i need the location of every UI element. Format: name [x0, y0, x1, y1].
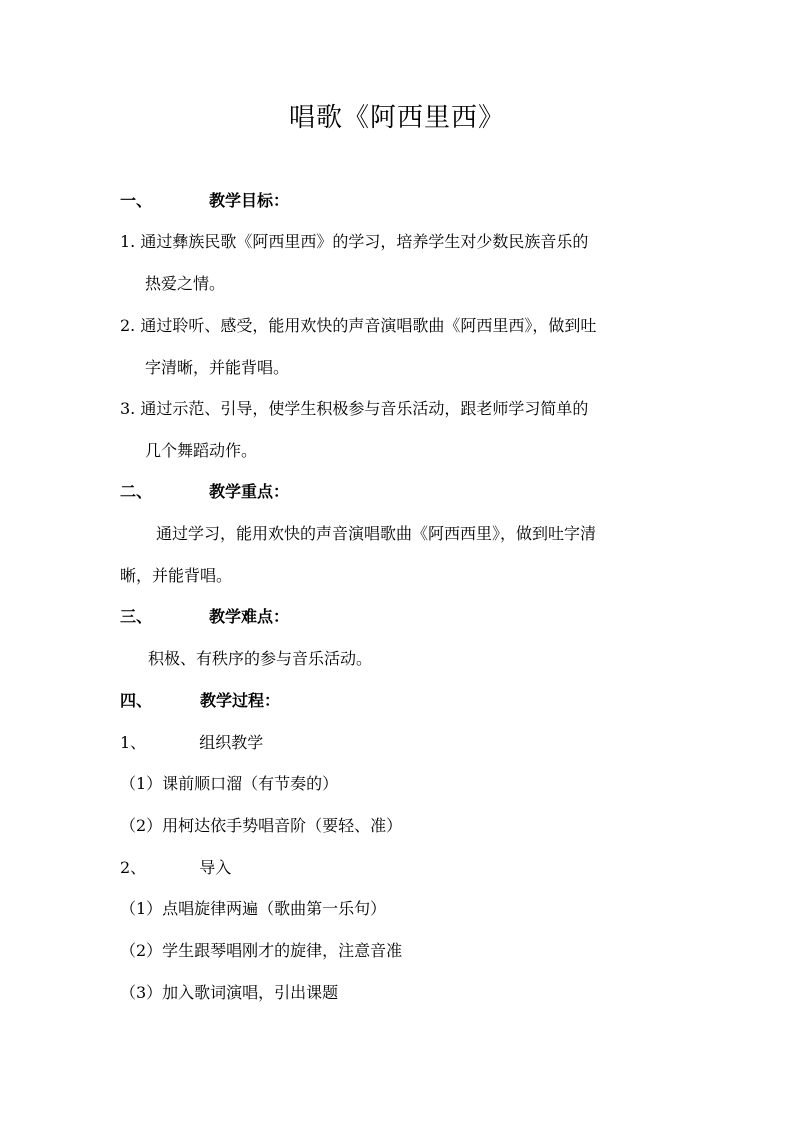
section-title: 教学重点： [209, 482, 290, 501]
section-heading-objectives [120, 189, 680, 213]
process-step-1 [120, 731, 680, 755]
process-step-1-item-2: （2）用柯达依手势唱音阶（要轻、准） [120, 816, 403, 835]
step-number: 2、 [120, 858, 147, 877]
section-number: 三、 [120, 607, 153, 626]
objective-1-line-1 [120, 230, 680, 254]
step-text: 组织教学 [199, 733, 264, 752]
objective-2-line-1 [120, 314, 680, 338]
step-number: 1、 [120, 733, 147, 752]
objective-number: 3. [120, 399, 136, 418]
section-title: 教学目标： [209, 191, 290, 210]
process-step-2-item-1: （1）点唱旋律两遍（歌曲第一乐句） [120, 899, 387, 918]
process-step-2-item-2: （2）学生跟琴唱刚才的旋律，注意音准 [120, 941, 403, 960]
section-heading-difficulties [120, 605, 680, 629]
section-number: 二、 [120, 482, 153, 501]
section-title: 教学难点： [209, 607, 290, 626]
step-text: 导入 [199, 858, 232, 877]
difficulties-line-1: 积极、有秩序的参与音乐活动。 [148, 649, 373, 668]
objective-text: 通过示范、引导，使学生积极参与音乐活动，跟老师学习简单的 [140, 399, 589, 418]
key-points-line-1: 通过学习，能用欢快的声音演唱歌曲《阿西西里》，做到吐字清 [156, 524, 597, 543]
objective-number: 2. [120, 316, 136, 335]
key-points-line-2: 晰，并能背唱。 [120, 566, 233, 585]
process-step-2-item-3: （3）加入歌词演唱，引出课题 [120, 983, 339, 1002]
process-step-2 [120, 856, 680, 880]
section-heading-key-points [120, 480, 680, 504]
objective-2-line-2: 字清晰，并能背唱。 [145, 358, 290, 377]
objective-3-line-2: 几个舞蹈动作。 [145, 441, 258, 460]
process-step-1-item-1: （1）课前顺口溜（有节奏的） [120, 774, 339, 793]
objective-text: 通过聆听、感受，能用欢快的声音演唱歌曲《阿西里西》，做到吐 [140, 316, 597, 335]
section-heading-process [120, 689, 680, 713]
section-title: 教学过程： [200, 691, 281, 710]
objective-1-line-2: 热爱之情。 [145, 274, 226, 293]
document-title: 唱歌《阿西里西》 [288, 103, 505, 133]
section-number: 四、 [120, 691, 153, 710]
objective-3-line-1 [120, 397, 680, 421]
objective-number: 1. [120, 232, 136, 251]
objective-text: 通过彝族民歌《阿西里西》的学习，培养学生对少数民族音乐的 [140, 232, 589, 251]
section-number: 一、 [120, 191, 153, 210]
